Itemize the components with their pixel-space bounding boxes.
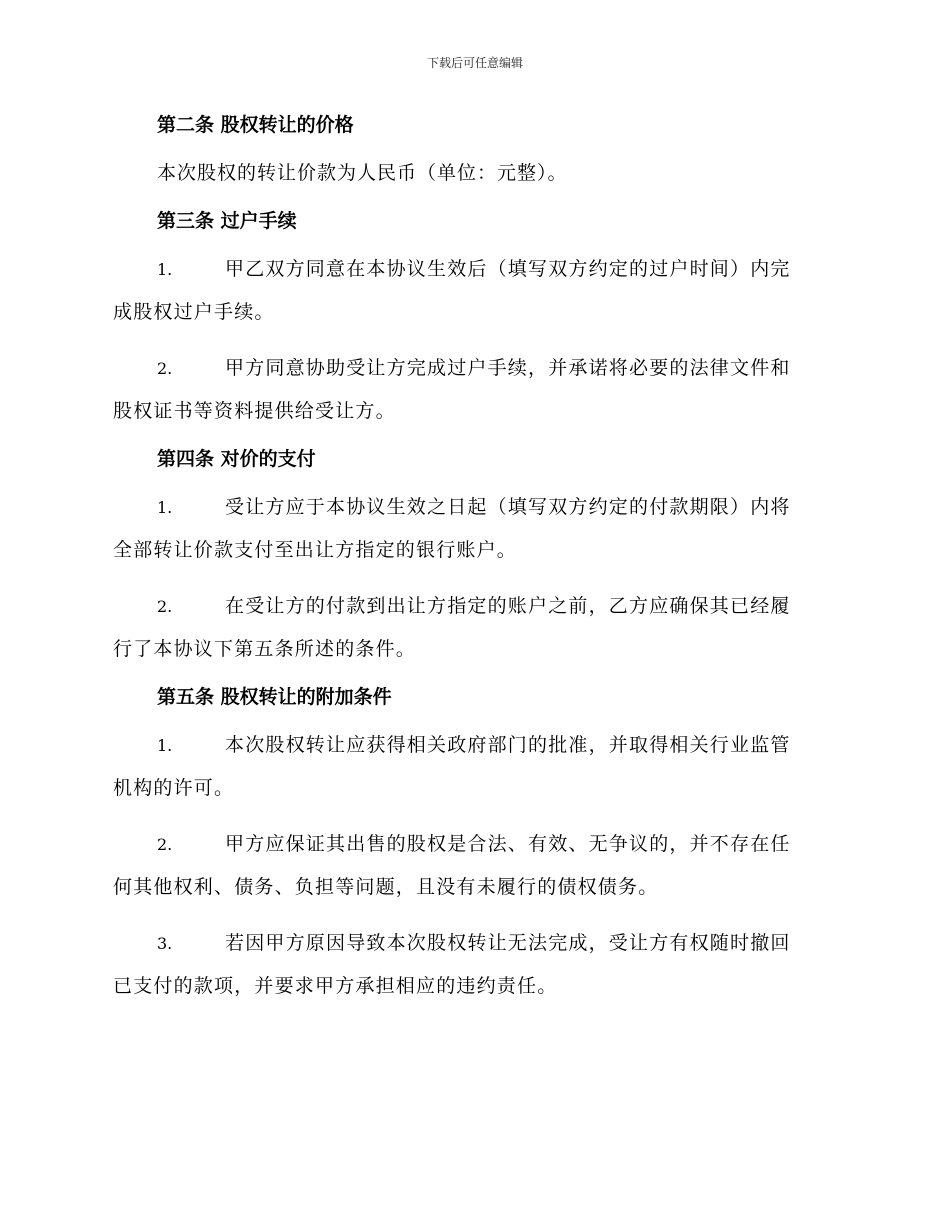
item-number: 1. — [157, 260, 173, 279]
item-text-cont: 股权证书等资料提供给受让方。 — [113, 400, 396, 422]
item-number: 1. — [157, 736, 173, 755]
list-item — [113, 347, 833, 432]
item-text: 甲方同意协助受让方完成过户手续，并承诺将必要的法律文件和 — [225, 357, 791, 379]
item-number: 3. — [157, 934, 173, 953]
list-item — [113, 486, 833, 571]
item-number: 2. — [157, 835, 173, 854]
section-heading: 第五条 股权转让的附加条件 — [157, 686, 392, 708]
item-text: 甲方应保证其出售的股权是合法、有效、无争议的，并不存在任 — [225, 833, 791, 855]
item-number: 2. — [157, 359, 173, 378]
item-number: 1. — [157, 498, 173, 517]
item-text-cont: 成股权过户手续。 — [113, 301, 275, 323]
paragraph: 本次股权的转让价款为人民币（单位：元整）。 — [157, 162, 568, 184]
item-text-cont: 机构的许可。 — [113, 777, 235, 799]
document-body — [113, 108, 833, 1007]
page-header: 下载后可任意编辑 — [426, 56, 523, 70]
list-item — [113, 823, 833, 908]
section-heading: 第三条 过户手续 — [157, 210, 297, 232]
item-text: 在受让方的付款到出让方指定的账户之前，乙方应确保其已经履 — [225, 595, 791, 617]
item-number: 2. — [157, 597, 173, 616]
section-heading: 第四条 对价的支付 — [157, 448, 316, 470]
list-item — [113, 585, 833, 670]
item-text-cont: 行了本协议下第五条所述的条件。 — [113, 638, 417, 660]
item-text: 甲乙双方同意在本协议生效后（填写双方约定的过户时间）内完 — [225, 258, 791, 280]
item-text: 若因甲方原因导致本次股权转让无法完成，受让方有权随时撤回 — [225, 932, 791, 954]
list-item — [113, 922, 833, 1007]
section-heading: 第二条 股权转让的价格 — [157, 114, 354, 136]
item-text: 受让方应于本协议生效之日起（填写双方约定的付款期限）内将 — [225, 496, 791, 518]
item-text: 本次股权转让应获得相关政府部门的批准，并取得相关行业监管 — [225, 734, 791, 756]
item-text-cont: 何其他权利、债务、负担等问题，且没有未履行的债权债务。 — [113, 876, 659, 898]
list-item — [113, 248, 833, 333]
list-item — [113, 724, 833, 809]
item-text-cont: 全部转让价款支付至出让方指定的银行账户。 — [113, 539, 518, 561]
item-text-cont: 已支付的款项，并要求甲方承担相应的违约责任。 — [113, 975, 558, 997]
